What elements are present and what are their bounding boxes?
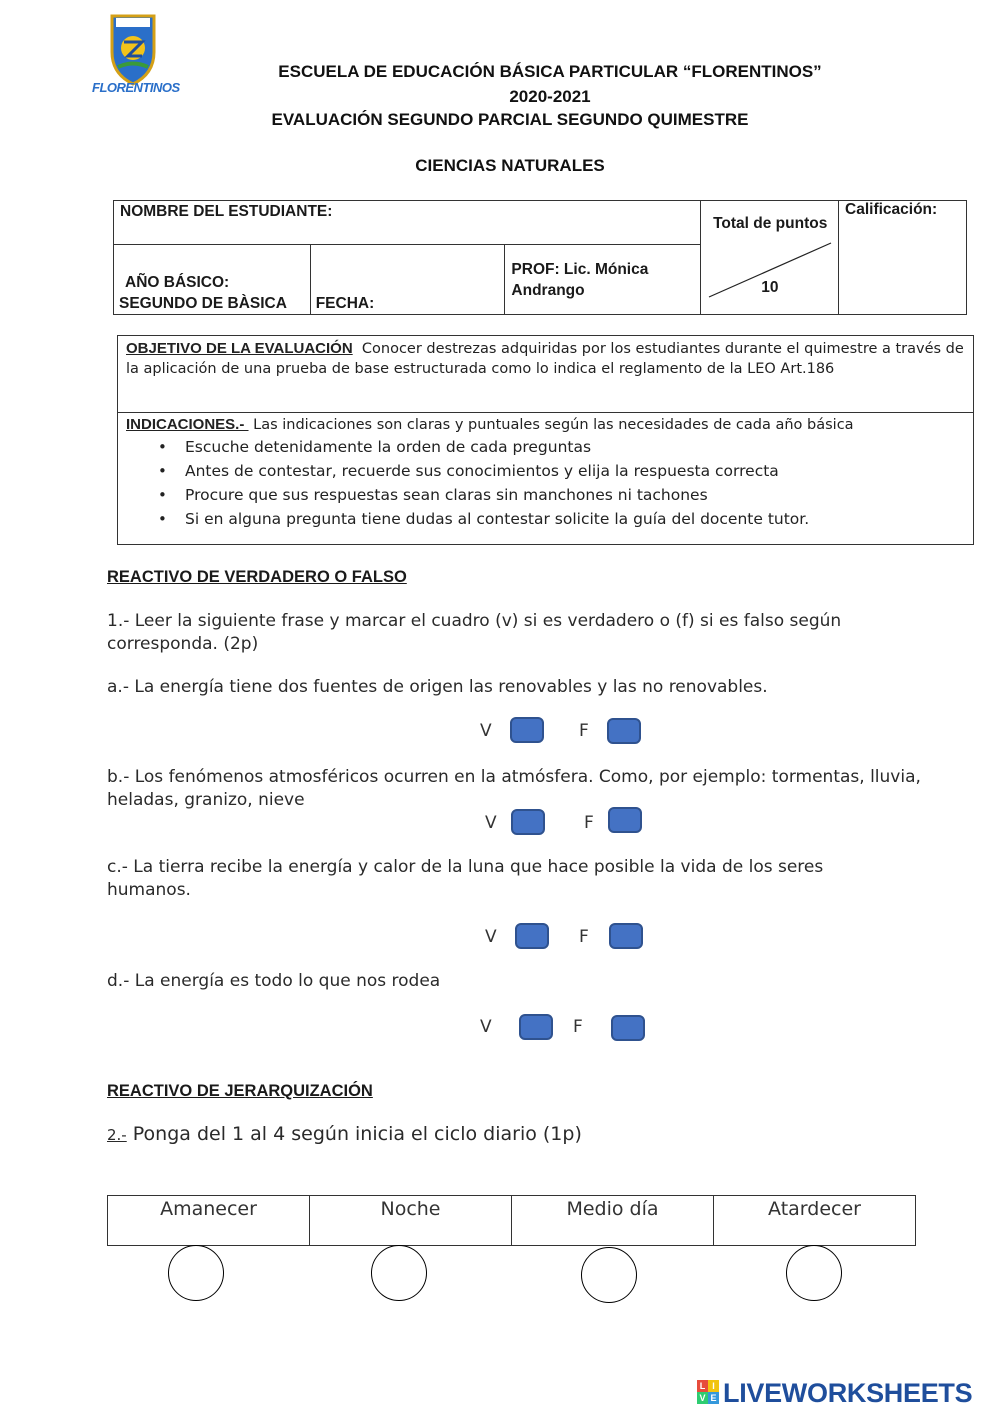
question-d-true-box[interactable] bbox=[519, 1014, 553, 1040]
question-a-true-box[interactable] bbox=[510, 717, 544, 743]
true-false-title: REACTIVO DE VERDADERO O FALSO bbox=[107, 568, 407, 586]
professor-line-1: PROF: Lic. Mónica bbox=[511, 261, 649, 278]
grade-label: Calificación: bbox=[845, 201, 938, 218]
total-points-label: Total de puntos bbox=[713, 215, 828, 232]
ranking-title: REACTIVO DE JERARQUIZACIÓN bbox=[107, 1082, 373, 1100]
f-label: F bbox=[584, 813, 594, 833]
ranking-number: 2.- bbox=[107, 1126, 127, 1144]
ranking-answer-circle-4[interactable] bbox=[786, 1245, 842, 1301]
objective-label: OBJETIVO DE LA EVALUACIÓN bbox=[126, 340, 353, 357]
list-item: • Escuche detenidamente la orden de cada preguntas bbox=[156, 435, 965, 459]
instructions-label: INDICACIONES.- bbox=[126, 416, 249, 433]
student-name-label: NOMBRE DEL ESTUDIANTE: bbox=[120, 203, 333, 220]
date-cell[interactable] bbox=[310, 245, 505, 315]
f-label: F bbox=[573, 1017, 583, 1037]
date-label: FECHA: bbox=[315, 295, 375, 312]
question-a: a.- La energía tiene dos fuentes de origen las renovables y las no renovables. bbox=[107, 677, 768, 697]
ranking-instruction bbox=[107, 1123, 582, 1145]
list-item: • Si en alguna pregunta tiene dudas al contestar solicite la guía del docente tutor. bbox=[156, 507, 965, 531]
liveworksheets-logo bbox=[697, 1378, 997, 1408]
true-false-instruction: 1.- Leer la siguiente frase y marcar el cuadro (v) si es verdadero o (f) si es falso según corresponda. (2p) bbox=[107, 611, 842, 654]
ranking-instruction-text: Ponga del 1 al 4 según inicia el ciclo diario (1p) bbox=[126, 1123, 582, 1145]
question-b-false-box[interactable] bbox=[608, 807, 642, 833]
objective-section bbox=[118, 336, 973, 412]
ranking-answer-circle-2[interactable] bbox=[371, 1245, 427, 1301]
v-label: V bbox=[480, 1017, 492, 1037]
question-d-false-box[interactable] bbox=[611, 1015, 645, 1041]
ranking-answer-circle-1[interactable] bbox=[168, 1245, 224, 1301]
student-name-cell[interactable] bbox=[114, 201, 701, 245]
question-c: c.- La tierra recibe la energía y calor de la luna que hace posible la vida de los seres humanos. bbox=[107, 857, 824, 900]
objective-instructions-box bbox=[117, 335, 974, 545]
question-c-false-box[interactable] bbox=[609, 923, 643, 949]
school-year: 2020-2021 bbox=[509, 87, 591, 106]
liveworksheets-wordmark: LIVEWORKSHEETS bbox=[723, 1378, 973, 1408]
grade-cell[interactable] bbox=[839, 201, 967, 315]
question-d: d.- La energía es todo lo que nos rodea bbox=[107, 971, 441, 991]
instructions-list bbox=[156, 435, 965, 531]
list-item: • Procure que sus respuestas sean claras sin manchones ni tachones bbox=[156, 483, 965, 507]
student-info-table bbox=[113, 200, 967, 315]
total-points-value: 10 bbox=[761, 279, 779, 296]
ranking-option-atardecer: Atardecer bbox=[714, 1196, 916, 1246]
ranking-option-amanecer: Amanecer bbox=[108, 1196, 310, 1246]
question-a-false-box[interactable] bbox=[607, 718, 641, 744]
objective-text: Conocer destrezas adquiridas por los estudiantes durante el quimestre a través de la aplicación de una prueba de base estructurada como lo indica el reglamento de la LEO Art.186 bbox=[126, 341, 964, 377]
f-label: F bbox=[579, 927, 589, 947]
liveworksheets-icon: L I V E bbox=[697, 1380, 719, 1404]
ranking-option-medio-dia: Medio día bbox=[512, 1196, 714, 1246]
year-value: SEGUNDO DE BÀSICA bbox=[119, 295, 287, 312]
year-cell bbox=[114, 245, 311, 315]
evaluation-title: EVALUACIÓN SEGUNDO PARCIAL SEGUNDO QUIMESTRE bbox=[271, 110, 749, 129]
list-item: • Antes de contestar, recuerde sus conocimientos y elija la respuesta correcta bbox=[156, 459, 965, 483]
v-label: V bbox=[485, 813, 497, 833]
professor-cell bbox=[505, 245, 701, 315]
subject-title: CIENCIAS NATURALES bbox=[415, 156, 605, 175]
year-label: AÑO BÁSICO: bbox=[125, 274, 230, 291]
instructions-section bbox=[118, 412, 973, 534]
question-b-true-box[interactable] bbox=[511, 809, 545, 835]
question-b: b.- Los fenómenos atmosféricos ocurren en la atmósfera. Como, por ejemplo: tormentas, lluvia, heladas, granizo, nieve bbox=[107, 767, 921, 810]
question-c-true-box[interactable] bbox=[515, 923, 549, 949]
v-label: V bbox=[485, 927, 497, 947]
school-logo bbox=[88, 12, 178, 104]
professor-line-2: Andrango bbox=[511, 282, 585, 299]
ranking-answer-circle-3[interactable] bbox=[581, 1247, 637, 1303]
school-name: ESCUELA DE EDUCACIÓN BÁSICA PARTICULAR “FLORENTINOS” bbox=[278, 62, 822, 81]
total-points-cell bbox=[701, 201, 839, 315]
instructions-text: Las indicaciones son claras y puntuales según las necesidades de cada año básica bbox=[253, 417, 854, 433]
v-label: V bbox=[480, 721, 492, 741]
f-label: F bbox=[579, 721, 589, 741]
ranking-option-noche: Noche bbox=[310, 1196, 512, 1246]
ranking-table bbox=[107, 1195, 916, 1246]
logo-wordmark: FLORENTINOS bbox=[92, 80, 180, 95]
